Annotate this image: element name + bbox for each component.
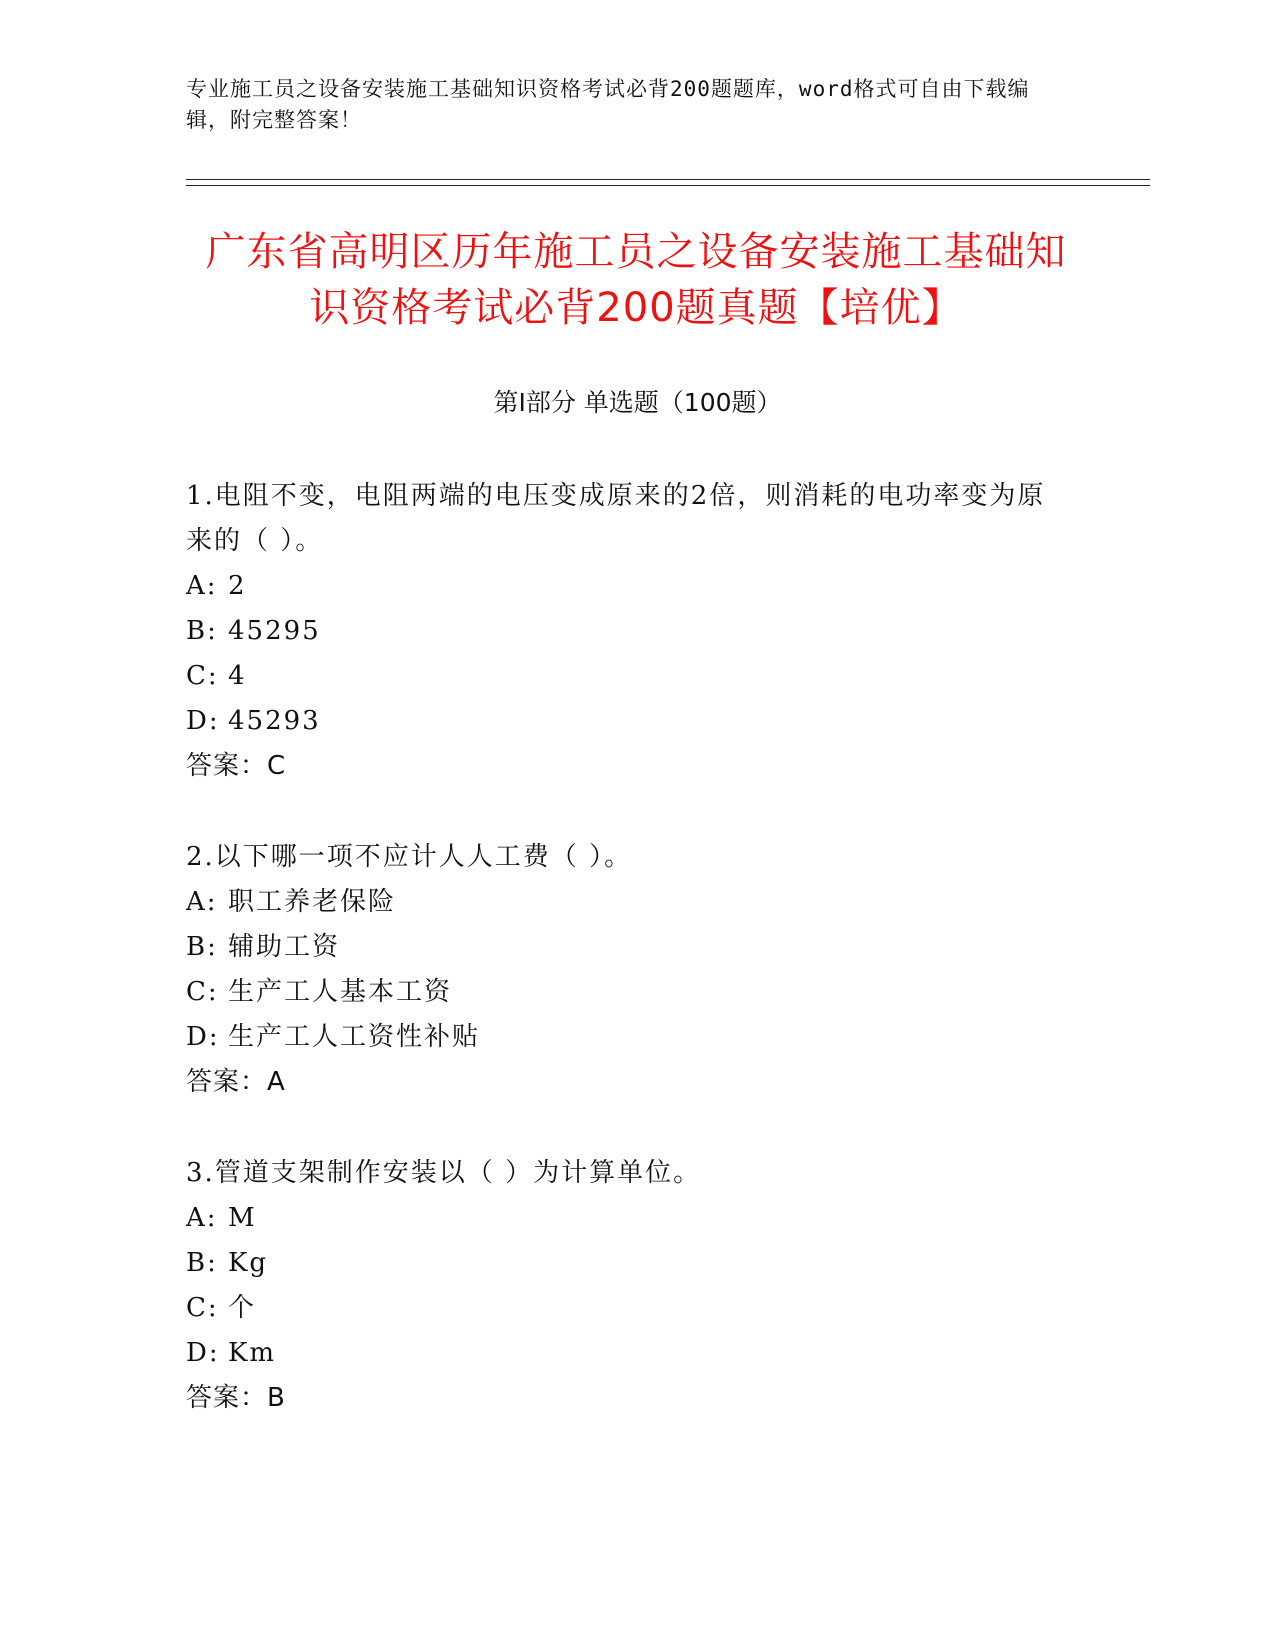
option-c (186, 654, 1066, 699)
header-divider-top (186, 179, 1150, 180)
option-text: Km (228, 1338, 277, 1368)
option-a (186, 880, 1066, 925)
option-prefix: B: (186, 616, 218, 646)
option-text: 生产工人基本工资 (228, 977, 453, 1007)
section-heading: 第Ⅰ部分 单选题（100题） (493, 388, 782, 417)
question-list (186, 474, 1066, 1467)
option-d (186, 1331, 1066, 1376)
header-note: 专业施工员之设备安装施工基础知识资格考试必背200题题库，word格式可自由下载编辑，附完整答案！ (186, 77, 1030, 132)
option-prefix: A: (186, 887, 218, 917)
option-d (186, 699, 1066, 744)
page-title: 广东省高明区历年施工员之设备安装施工基础知识资格考试必背200题真题【培优】 (205, 229, 1067, 331)
option-prefix: C: (186, 977, 219, 1007)
option-prefix: D: (186, 1022, 220, 1052)
option-text: 2 (228, 571, 247, 601)
option-b (186, 1241, 1066, 1286)
answer: 答案：A (186, 1067, 286, 1097)
option-text: 职工养老保险 (228, 887, 397, 917)
option-a (186, 564, 1066, 609)
option-prefix: A: (186, 1203, 218, 1233)
option-text: M (228, 1203, 257, 1233)
option-text: 45295 (228, 616, 321, 646)
question-2 (186, 835, 1066, 1105)
option-prefix: B: (186, 932, 218, 962)
option-prefix: C: (186, 1293, 219, 1323)
option-prefix: B: (186, 1248, 218, 1278)
option-c (186, 1286, 1066, 1331)
option-text: 4 (228, 661, 247, 691)
option-prefix: C: (186, 661, 219, 691)
option-text: 45293 (228, 706, 321, 736)
option-prefix: A: (186, 571, 218, 601)
question-text: 3.管道支架制作安装以（ ）为计算单位。 (186, 1158, 702, 1188)
option-b (186, 925, 1066, 970)
option-prefix: D: (186, 706, 220, 736)
header-divider-bottom (186, 185, 1150, 186)
question-text: 2.以下哪一项不应计人人工费（ ）。 (186, 842, 633, 872)
option-a (186, 1196, 1066, 1241)
question-3 (186, 1151, 1066, 1421)
question-text: 1.电阻不变，电阻两端的电压变成原来的2倍，则消耗的电功率变为原来的（ ）。 (186, 481, 1046, 556)
option-b (186, 609, 1066, 654)
answer: 答案：B (186, 1383, 286, 1413)
answer: 答案：C (186, 751, 287, 781)
question-1 (186, 474, 1066, 789)
option-d (186, 1015, 1066, 1060)
option-text: Kg (228, 1248, 269, 1278)
option-c (186, 970, 1066, 1015)
option-text: 辅助工资 (228, 932, 341, 962)
option-text: 个 (228, 1293, 257, 1323)
option-text: 生产工人工资性补贴 (228, 1022, 481, 1052)
option-prefix: D: (186, 1338, 220, 1368)
